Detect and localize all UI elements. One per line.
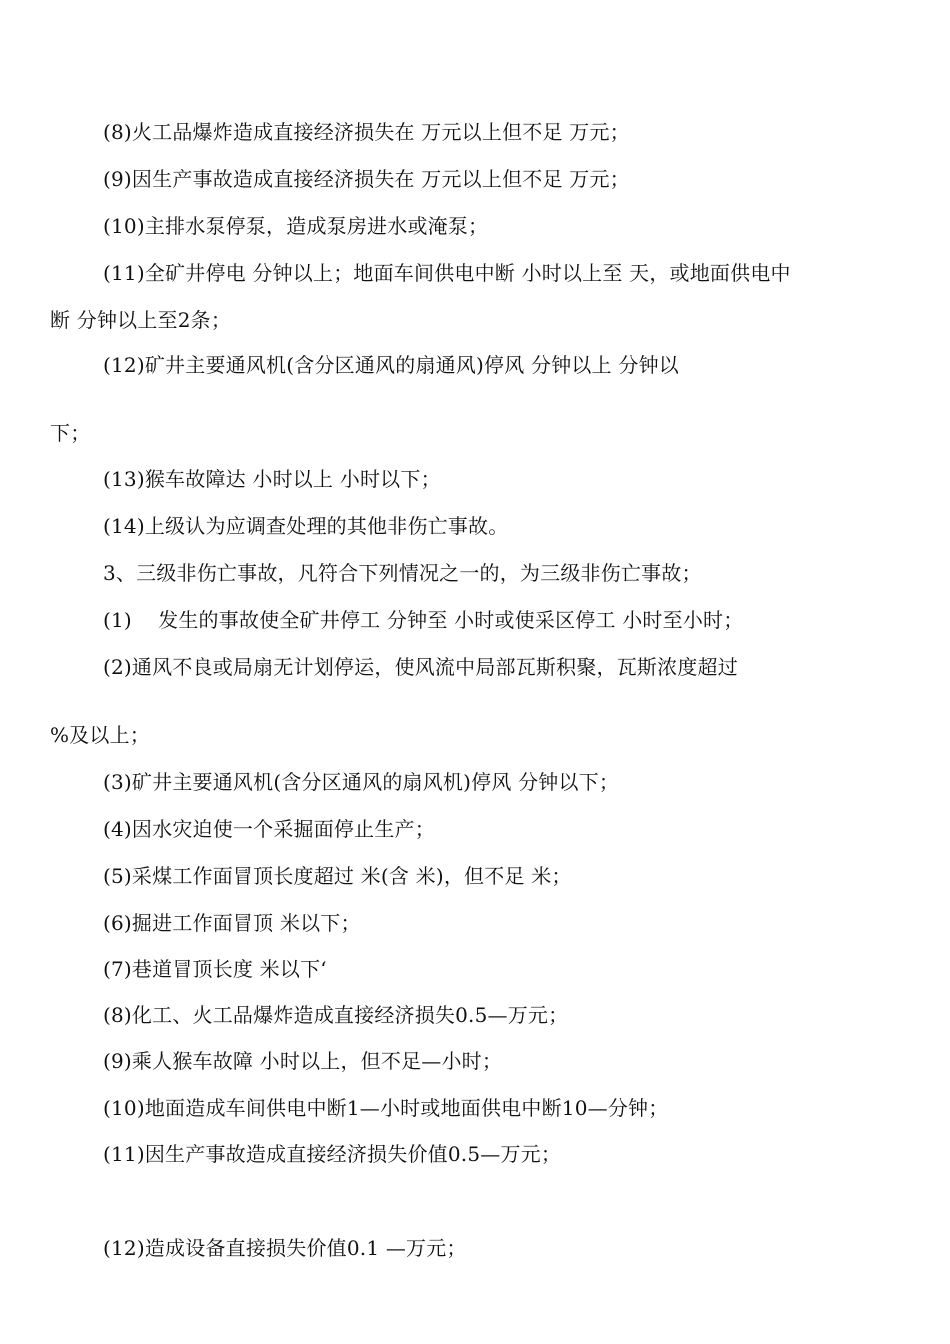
item-8-explosion-loss: (8)火工品爆炸造成直接经济损失在 万元以上但不足 万元； xyxy=(103,120,630,144)
section-3-heading: 3、三级非伤亡事故，凡符合下列情况之一的，为三级非伤亡事故； xyxy=(103,561,702,585)
level3-item-12: (12)造成设备直接损失价值0.1 —万元； xyxy=(103,1236,467,1260)
level3-item-10: (10)地面造成车间供电中断1—小时或地面供电中断10—分钟； xyxy=(103,1096,669,1120)
level3-item-9: (9)乘人猴车故障 小时以上，但不足—小时； xyxy=(103,1049,503,1073)
item-14-other-accidents: (14)上级认为应调查处理的其他非伤亡事故。 xyxy=(103,514,509,538)
level3-item-3: (3)矿井主要通风机(含分区通风的扇风机)停风 分钟以下； xyxy=(103,770,620,794)
level3-item-8: (8)化工、火工品爆炸造成直接经济损失0.5—万元； xyxy=(103,1003,569,1027)
level3-item-6: (6)掘进工作面冒顶 米以下； xyxy=(103,911,361,935)
level3-item-1: (1) 发生的事故使全矿井停工 分钟至 小时或使采区停工 小时至小时； xyxy=(103,608,744,632)
level3-item-7: (7)巷道冒顶长度 米以下‘ xyxy=(103,957,327,981)
item-11-power-outage-cont: 断 分钟以上至2条； xyxy=(50,308,232,332)
item-13-monkey-car: (13)猴车故障达 小时以上 小时以下； xyxy=(103,467,441,491)
level3-item-5: (5)采煤工作面冒顶长度超过 米(含 米)，但不足 米； xyxy=(103,864,572,888)
item-12-ventilation-stop: (12)矿井主要通风机(含分区通风的扇通风)停风 分钟以上 分钟以 xyxy=(103,353,679,377)
level3-item-2-cont: %及以上； xyxy=(50,723,151,747)
item-10-drainage-pump: (10)主排水泵停泵，造成泵房进水或淹泵； xyxy=(103,214,489,238)
item-9-production-loss: (9)因生产事故造成直接经济损失在 万元以上但不足 万元； xyxy=(103,167,630,191)
level3-item-4: (4)因水灾迫使一个采掘面停止生产； xyxy=(103,817,435,841)
level3-item-2: (2)通风不良或局扇无计划停运，使风流中局部瓦斯积聚，瓦斯浓度超过 xyxy=(103,655,738,679)
item-12-ventilation-stop-cont: 下； xyxy=(50,421,91,445)
level3-item-11: (11)因生产事故造成直接经济损失价值0.5—万元； xyxy=(103,1142,562,1166)
item-11-power-outage: (11)全矿井停电 分钟以上；地面车间供电中断 小时以上至 天，或地面供电中 xyxy=(103,261,791,285)
